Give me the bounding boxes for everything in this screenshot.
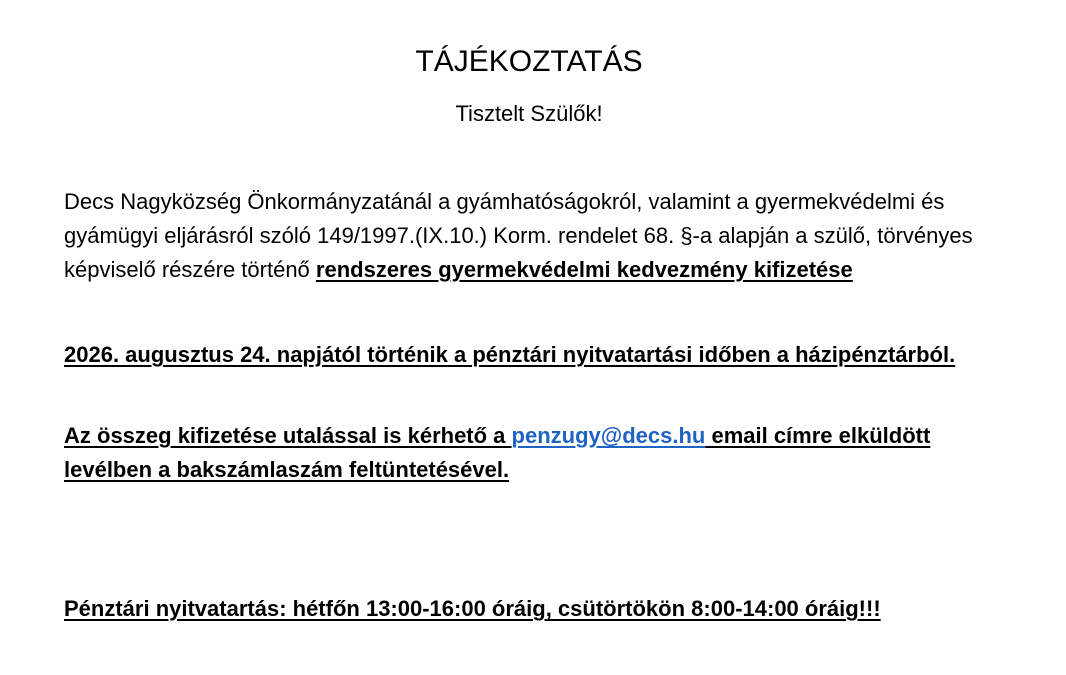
intro-paragraph <box>64 185 1004 287</box>
email-link[interactable]: penzugy@decs.hu <box>511 423 706 448</box>
document-title-text: TÁJÉKOZTATÁS <box>415 45 643 78</box>
greeting <box>0 99 1066 129</box>
benefit-emphasis: rendszeres gyermekvédelmi kedvezmény kifizetése <box>315 257 853 282</box>
transfer-text-after: email címre elküldött levélben a bakszámlaszám feltüntetésével. <box>64 423 931 482</box>
transfer-text-before: Az összeg kifizetése utalással is kérhető a <box>64 423 512 448</box>
payment-date-paragraph: 2026. augusztus 24. napjától történik a pénztári nyitvatartási időben a házipénztárból. <box>64 342 956 367</box>
intro-text: Decs Nagyközség Önkormányzatánál a gyámhatóságokról, valamint a gyermekvédelmi és gyámügyi eljárásról szóló 149/1997.(IX.10.) Korm. rendelet 68. §-a alapján a szülő, törvényes képviselő részére történő <box>64 189 973 282</box>
greeting-text: Tisztelt Szülők! <box>455 101 603 126</box>
transfer-paragraph <box>64 419 1004 487</box>
document-title <box>0 42 1066 82</box>
opening-hours: Pénztári nyitvatartás: hétfőn 13:00-16:00 óráig, csütörtökön 8:00-14:00 óráig!!! <box>64 596 881 621</box>
